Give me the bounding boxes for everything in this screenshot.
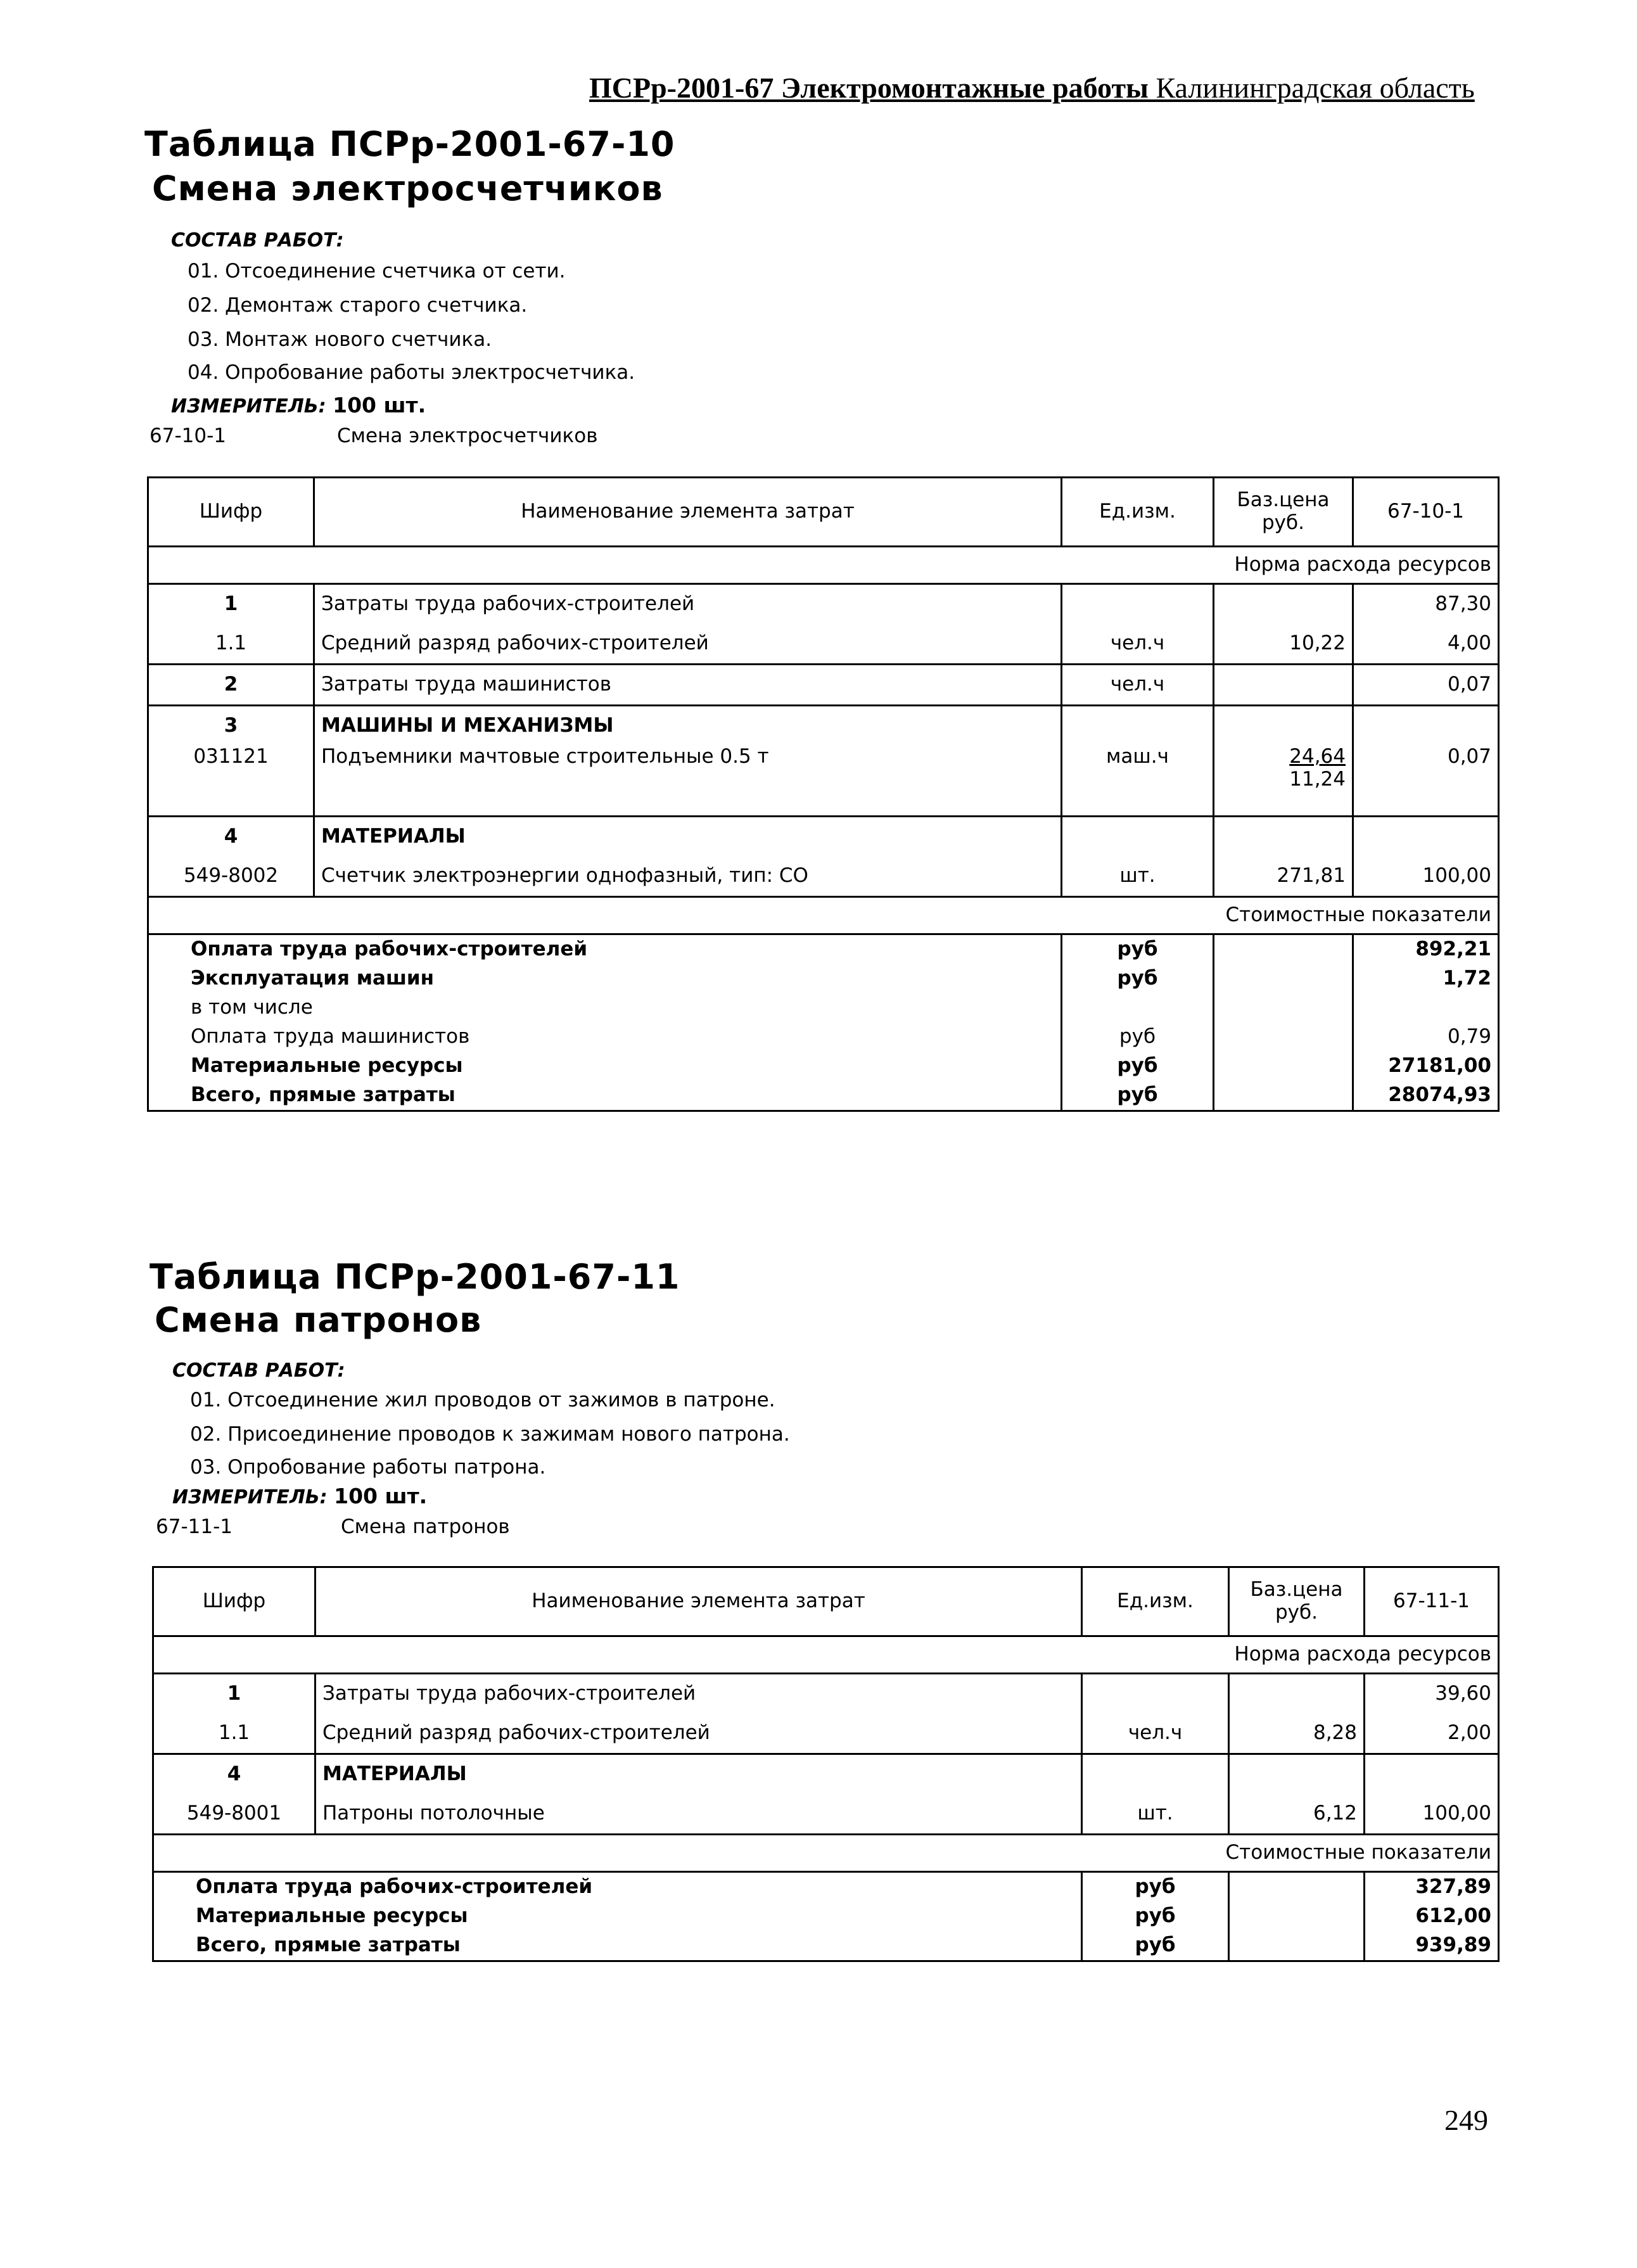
table2-grid [152,1566,1500,1962]
table2-work-item: 03. Опробование работы патрона. [190,1456,546,1479]
row-unit: чел.ч [1062,665,1214,706]
total-row [148,964,1499,993]
table-row [148,746,1499,817]
table-row [153,1754,1499,1795]
page-number: 249 [1444,2104,1488,2136]
row-unit: маш.ч [1062,746,1214,817]
row-price: 8,28 [1229,1714,1365,1754]
row-name: Средний разряд рабочих-строителей [315,1714,1082,1754]
cost-label: Стоимостные показатели [1082,1835,1499,1872]
total-name: Оплата труда рабочих-строителей [153,1872,1082,1902]
col-header-code: 67-11-1 [1365,1567,1499,1636]
row-value: 100,00 [1365,1794,1499,1835]
table1-measure [171,393,426,417]
row-shifr: 2 [148,665,314,706]
table1-sostav-label: СОСТАВ РАБОТ: [171,229,344,252]
table2-subtitle: Смена патронов [155,1300,482,1340]
row-shifr: 031121 [148,746,314,817]
row-shifr: 4 [148,817,314,857]
table-row [148,817,1499,857]
total-row [148,1081,1499,1111]
col-header-name: Наименование элемента затрат [314,478,1062,547]
row-value: 0,07 [1353,665,1499,706]
row-unit: шт. [1082,1794,1229,1835]
cost-label: Стоимостные показатели [1062,897,1499,934]
col-header-unit: Ед.изм. [1082,1567,1229,1636]
row-value: 0,07 [1353,746,1499,817]
total-value: 28074,93 [1353,1081,1499,1111]
measure-value: 100 шт. [334,1484,428,1508]
total-name: Материальные ресурсы [153,1902,1082,1931]
row-shifr: 549-8001 [153,1794,315,1835]
row-price: 6,12 [1229,1794,1365,1835]
col-header-name: Наименование элемента затрат [315,1567,1082,1636]
total-unit: руб [1082,1872,1229,1902]
table2-code: 67-11-1 [156,1515,232,1538]
table-row [148,624,1499,665]
row-shifr: 1.1 [153,1714,315,1754]
running-header [589,71,1475,105]
header-title: ПСРр-2001-67 Электромонтажные работы [589,72,1149,104]
row-price: 10,22 [1214,624,1353,665]
row-shifr: 1.1 [148,624,314,665]
total-row [153,1872,1499,1902]
table-row [153,1794,1499,1835]
norm-label: Норма расхода ресурсов [1062,547,1499,584]
table1-title: Таблица ПСРр-2001-67-10 [144,124,675,164]
row-value: 100,00 [1353,857,1499,897]
row-value: 39,60 [1365,1674,1499,1714]
row-name: Затраты труда рабочих-строителей [315,1674,1082,1714]
row-section-name: МАШИНЫ И МЕХАНИЗМЫ [314,706,1062,746]
total-name: Всего, прямые затраты [153,1931,1082,1961]
header-region: Калининградская область [1156,72,1475,104]
table2-measure [172,1484,427,1508]
table1-work-item: 01. Отсоединение счетчика от сети. [188,260,566,283]
col-header-shifr: Шифр [153,1567,315,1636]
total-name: Оплата труда машинистов [148,1023,1062,1052]
table1-work-item: 02. Демонтаж старого счетчика. [188,294,528,317]
row-value: 2,00 [1365,1714,1499,1754]
row-section-name: МАТЕРИАЛЫ [315,1754,1082,1795]
col-header-shifr: Шифр [148,478,314,547]
total-row [148,934,1499,965]
total-value: 939,89 [1365,1931,1499,1961]
row-shifr: 4 [153,1754,315,1795]
measure-label: ИЗМЕРИТЕЛЬ: [172,1486,328,1508]
total-unit: руб [1062,1052,1214,1081]
row-price: 24,64 [1289,745,1346,768]
table-row [148,706,1499,746]
table1-work-item: 03. Монтаж нового счетчика. [188,328,492,351]
row-value: 4,00 [1353,624,1499,665]
row-value: 87,30 [1353,584,1499,625]
row-unit: чел.ч [1082,1714,1229,1754]
col-header-code: 67-10-1 [1353,478,1499,547]
row-name: Затраты труда машинистов [314,665,1062,706]
total-row [148,993,1499,1023]
table1-subtitle: Смена электросчетчиков [152,169,663,208]
total-value: 0,79 [1353,1023,1499,1052]
row-name: Патроны потолочные [315,1794,1082,1835]
total-value: 327,89 [1365,1872,1499,1902]
total-value: 612,00 [1365,1902,1499,1931]
total-name: Материальные ресурсы [148,1052,1062,1081]
total-value: 1,72 [1353,964,1499,993]
row-name: Средний разряд рабочих-строителей [314,624,1062,665]
table2-work-item: 02. Присоединение проводов к зажимам нового патрона. [190,1423,790,1446]
total-unit: руб [1082,1931,1229,1961]
row-unit: шт. [1062,857,1214,897]
total-name: в том числе [148,993,1062,1023]
table2-sostav-label: СОСТАВ РАБОТ: [172,1360,345,1382]
table-row [148,665,1499,706]
total-name: Эксплуатация машин [148,964,1062,993]
table2-code-name: Смена патронов [341,1515,510,1538]
total-name: Всего, прямые затраты [148,1081,1062,1111]
total-row [148,1023,1499,1052]
table1-work-item: 04. Опробование работы электросчетчика. [188,361,635,384]
table1-code-name: Смена электросчетчиков [337,424,598,447]
row-name: Подъемники мачтовые строительные 0.5 т [314,746,1062,817]
col-header-price: Баз.цена руб. [1229,1567,1365,1636]
row-unit: чел.ч [1062,624,1214,665]
row-shifr: 1 [153,1674,315,1714]
table2-work-item: 01. Отсоединение жил проводов от зажимов в патроне. [190,1389,775,1411]
total-name: Оплата труда рабочих-строителей [148,934,1062,965]
table-row [153,1674,1499,1714]
total-row [153,1902,1499,1931]
table1-grid [147,476,1500,1112]
col-header-price: Баз.цена руб. [1214,478,1353,547]
table-row [148,584,1499,625]
table-row [148,857,1499,897]
row-shifr: 1 [148,584,314,625]
measure-label: ИЗМЕРИТЕЛЬ: [171,395,326,417]
row-shifr: 549-8002 [148,857,314,897]
row-name: Затраты труда рабочих-строителей [314,584,1062,625]
total-unit: руб [1062,934,1214,965]
total-unit: руб [1062,1023,1214,1052]
table-row [153,1714,1499,1754]
col-header-unit: Ед.изм. [1062,478,1214,547]
total-row [153,1931,1499,1961]
row-name: Счетчик электроэнергии однофазный, тип: СО [314,857,1062,897]
total-unit: руб [1062,964,1214,993]
total-value: 27181,00 [1353,1052,1499,1081]
measure-value: 100 шт. [333,393,426,417]
row-price-secondary: 11,24 [1289,767,1346,791]
row-shifr: 3 [148,706,314,746]
total-unit: руб [1082,1902,1229,1931]
table2-title: Таблица ПСРр-2001-67-11 [150,1257,680,1297]
table1-code: 67-10-1 [150,424,226,447]
row-price: 271,81 [1214,857,1353,897]
norm-label: Норма расхода ресурсов [1082,1636,1499,1674]
row-section-name: МАТЕРИАЛЫ [314,817,1062,857]
total-unit: руб [1062,1081,1214,1111]
total-row [148,1052,1499,1081]
total-value: 892,21 [1353,934,1499,965]
